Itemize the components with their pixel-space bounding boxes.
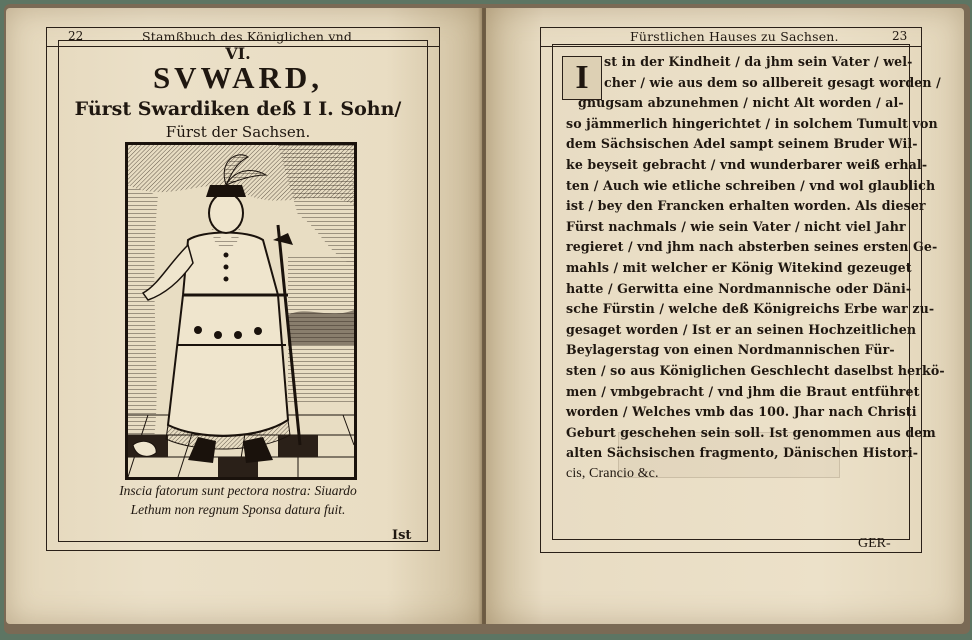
- body-line: ten / Auch wie etliche schreiben / vnd wol glaublich: [566, 177, 936, 193]
- body-line: cis, Crancio &c.: [566, 465, 659, 481]
- right-running-head: Fürstlichen Hauses zu Sachsen.: [630, 29, 839, 44]
- left-catchword: Ist: [392, 528, 412, 543]
- body-line: regieret / vnd jhm nach absterben seines ersten Ge-: [566, 239, 938, 255]
- left-page-number: 22: [68, 29, 84, 43]
- right-head-rule: [540, 46, 922, 47]
- body-line: hatte / Gerwitta eine Nordmannische oder Däni-: [566, 280, 912, 296]
- body-line: alten Sächsischen fragmento, Dänischen Histori-: [566, 445, 919, 461]
- decorated-initial: I: [562, 56, 602, 100]
- person-subtitle: Fürst Swardiken deß I I. Sohn/: [74, 98, 402, 120]
- right-page-number: 23: [892, 29, 908, 43]
- body-line: worden / Welches vmb das 100. Jhar nach Christi: [566, 404, 917, 420]
- woodcut-portrait: [125, 142, 357, 480]
- latin-caption-line-2: Lethum non regnum Sponsa datura fuit.: [130, 502, 346, 517]
- body-line: st in der Kindheit / da jhm sein Vater / wel-: [604, 54, 913, 69]
- body-line: Geburt geschehen sein soll. Ist genommen aus dem: [566, 424, 936, 440]
- right-catchword: GER-: [858, 536, 891, 551]
- body-line: men / vmbgebracht / vnd jhm die Braut entführet: [566, 383, 920, 399]
- body-line: sten / so aus Königlichen Geschlecht daselbst herkö-: [566, 362, 945, 378]
- body-line: ke beyseit gebracht / vnd wunderbarer weiß erhal-: [566, 156, 928, 172]
- person-title: Fürst der Sachsen.: [165, 123, 311, 141]
- latin-caption-line-1: Inscia fatorum sunt pectora nostra: Siuardo: [119, 483, 357, 498]
- body-line: Fürst nachmals / wie sein Vater / nicht viel Jahr: [566, 218, 906, 234]
- body-line: sche Fürstin / welche deß Königreichs Erbe war zu-: [566, 301, 935, 317]
- body-line: cher / wie aus dem so allbereit gesagt worden /: [604, 74, 941, 90]
- body-line: gesaget worden / Ist er an seinen Hochzeitlichen: [566, 321, 917, 337]
- body-line: gnugsam abzunehmen / nicht Alt worden / al-: [578, 95, 904, 111]
- body-line: ist / bey den Francken erhalten worden. Als dieser: [566, 198, 926, 214]
- body-line: mahls / mit welcher er König Witekind gezeuget: [566, 259, 912, 275]
- chapter-number: VI.: [225, 44, 251, 63]
- body-line: Beylagerstag von einen Nordmannischen Für-: [566, 342, 895, 358]
- body-line: dem Sächsischen Adel sampt seinem Bruder Wil-: [566, 136, 918, 152]
- body-line: so jämmerlich hingerichtet / in solchem Tumult von: [566, 115, 938, 131]
- left-running-head: Stamßbuch des Königlichen vnd: [142, 29, 353, 44]
- body-text: [566, 52, 945, 484]
- woodcut-illustration: [128, 145, 354, 477]
- person-name: SVWARD,: [152, 60, 324, 95]
